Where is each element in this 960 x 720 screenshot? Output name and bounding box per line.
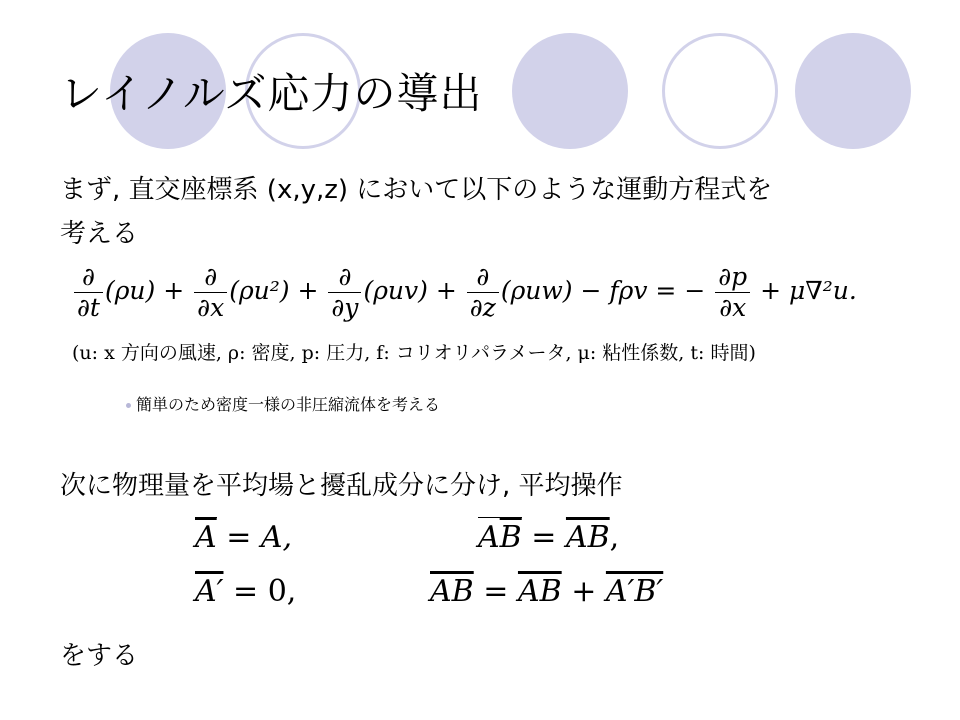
frac-dp-dx: $\frac{\partial p}{\partial x}$: [715, 262, 750, 323]
frac-dt: $\frac{\partial}{\partial t}$: [74, 262, 103, 323]
intro-line-2: 考える: [60, 219, 139, 249]
decor-circle-5: [795, 33, 911, 149]
rule-fluctuation-average: A′ = 0,: [195, 574, 297, 609]
closing-line: をする: [60, 641, 139, 671]
variables-note: (u: x 方向の風速, ρ: 密度, p: 圧力, f: コリオリパラメータ, μ: 粘性係数, t: 時間): [72, 342, 756, 364]
frac-dx: $\frac{\partial}{\partial x}$: [194, 262, 227, 323]
bullet-dot-icon: [126, 403, 131, 408]
split-line: 次に物理量を平均場と擾乱成分に分け, 平均操作: [60, 471, 623, 501]
momentum-equation: $\frac{\partial}{\partial t}$ (ρu) + $\frac{\partial}{\partial x}$ (ρu²) + $\frac{\partial}{\partial y}$ (ρuv) + $\frac{\partial}{\partial z}$ (ρuw) − fρv = − $\frac{\partial p}{\partial x}$ + μ∇²u.: [72, 262, 857, 323]
frac-dz: $\frac{\partial}{\partial z}$: [467, 262, 499, 323]
decor-circle-4: [662, 33, 778, 149]
intro-line-1: まず, 直交座標系 (x,y,z) において以下のような運動方程式を: [60, 175, 773, 205]
bullet-note-text: 簡単のため密度一様の非圧縮流体を考える: [136, 395, 441, 414]
rule-reynolds-decomposition: $\overline{AB} = \overline{AB} + A'B'$: [430, 574, 664, 609]
rule-double-average: $\overline{A} = A$,: [195, 518, 292, 558]
slide-title: レイノルズ応力の導出: [60, 69, 483, 118]
bullet-note: [126, 392, 440, 418]
frac-dy: $\frac{\partial}{\partial y}$: [328, 262, 361, 323]
rule-product-average: $A\overline{B} = \overline{AB}$,: [478, 518, 619, 558]
decor-circle-3: [512, 33, 628, 149]
